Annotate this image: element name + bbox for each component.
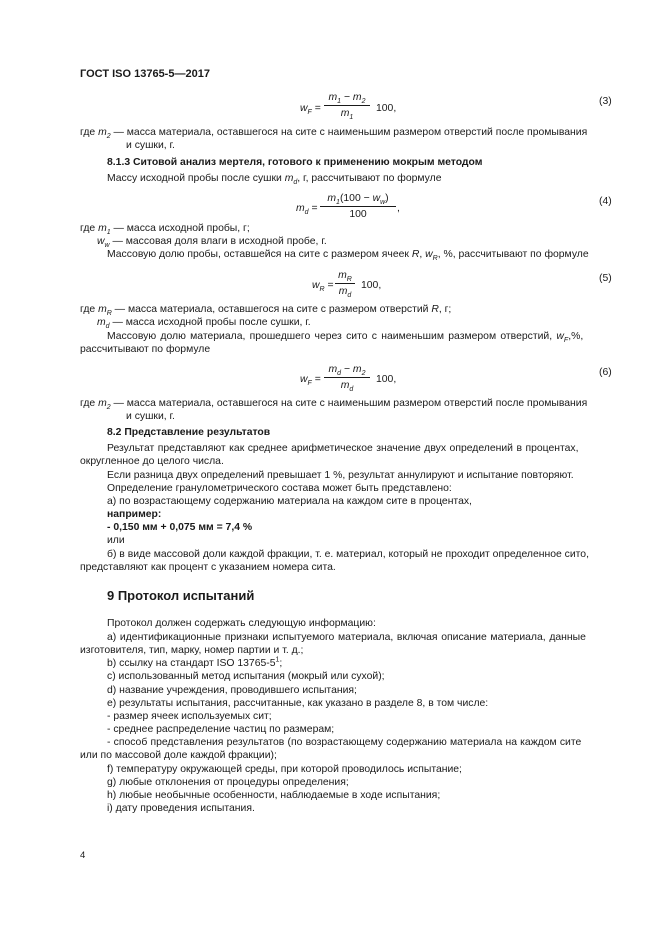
list-item: c) использованный метод испытания (мокрый или сухой);: [107, 671, 385, 682]
list-item: h) любые необычные особенности, наблюдаемые в ходе испытания;: [107, 790, 441, 801]
formula-number: (6): [599, 367, 612, 378]
formula-number: (3): [599, 96, 612, 107]
paragraph: Массовую долю пробы, оставшейся на сите с размером ячеек R, $w_R$, %, рассчитывают по формуле: [107, 249, 589, 263]
section-9-heading: 9 Протокол испытаний: [107, 588, 255, 603]
document-header: ГОСТ ISO 13765-5—2017: [80, 68, 210, 80]
paragraph: Определение гранулометрического состава может быть представлено:: [107, 483, 452, 494]
paragraph: Массовую долю материала, прошедшего через сито с наименьшим размером отверстий, $w_F,\%$,: [107, 331, 584, 345]
paragraph: Протокол должен содержать следующую информацию:: [107, 618, 376, 629]
formula-4-legend: где $m_1$ — масса исходной пробы, г;: [80, 223, 250, 237]
section-8-2-heading: 8.2 Представление результатов: [107, 427, 271, 438]
list-item: е) результаты испытания, рассчитанные, как указано в разделе 8, в том числе:: [107, 698, 489, 709]
formula-number: (4): [599, 196, 612, 207]
list-item: f) температуру окружающей среды, при которой проводилось испытание;: [107, 764, 462, 775]
section-8-1-3-heading: 8.1.3 Ситовой анализ мертеля, готового к применению мокрым методом: [107, 157, 483, 168]
list-item: - способ представления результатов (по возрастающему содержанию материала на каждом сите: [107, 737, 582, 748]
formula-number: (5): [599, 273, 612, 284]
list-item: b) ссылку на стандарт ISO $13765-5^1$;: [107, 656, 283, 669]
list-item: - размер ячеек используемых сит;: [107, 711, 272, 722]
list-item: а) по возрастающему содержанию материала на каждом сите в процентах,: [107, 496, 472, 507]
list-item: а) идентификационные признаки испытуемого материала, включая описание материала, данные: [107, 632, 586, 643]
formula-3-legend: где $m_2$ — масса материала, оставшегося на сите с наименьшим размером отверстий после промывания: [80, 127, 588, 141]
list-item: d) название учреждения, проводившего испытания;: [107, 685, 357, 696]
example: - 0,150 мм + 0,075 мм = 7,4 %: [107, 522, 253, 533]
list-item: g) любые отклонения от процедуры определения;: [107, 777, 349, 788]
list-item: - среднее распределение частиц по размерам;: [107, 724, 335, 735]
example-label: например:: [107, 509, 162, 520]
list-item: б) в виде массовой доли каждой фракции, т. е. материал, который не проходит определенное сито,: [107, 549, 589, 560]
paragraph: Массу исходной пробы после сушки $m_d$, г, рассчитывают по формуле: [107, 173, 442, 187]
formula-5-legend: где $m_R$ — масса материала, оставшегося на сите с размером отверстий R, г;: [80, 304, 452, 318]
paragraph: Результат представляют как среднее арифметическое значение двух определений в процентах,: [107, 443, 579, 454]
formula-6-legend: где $m_2$ — масса материала, оставшегося на сите с наименьшим размером отверстий после промывания: [80, 398, 588, 412]
list-item: i) дату проведения испытания.: [107, 803, 255, 814]
paragraph: Если разница двух определений превышает 1 %, результат аннулируют и испытание повторяют.: [107, 470, 574, 481]
page-number: 4: [80, 850, 86, 861]
